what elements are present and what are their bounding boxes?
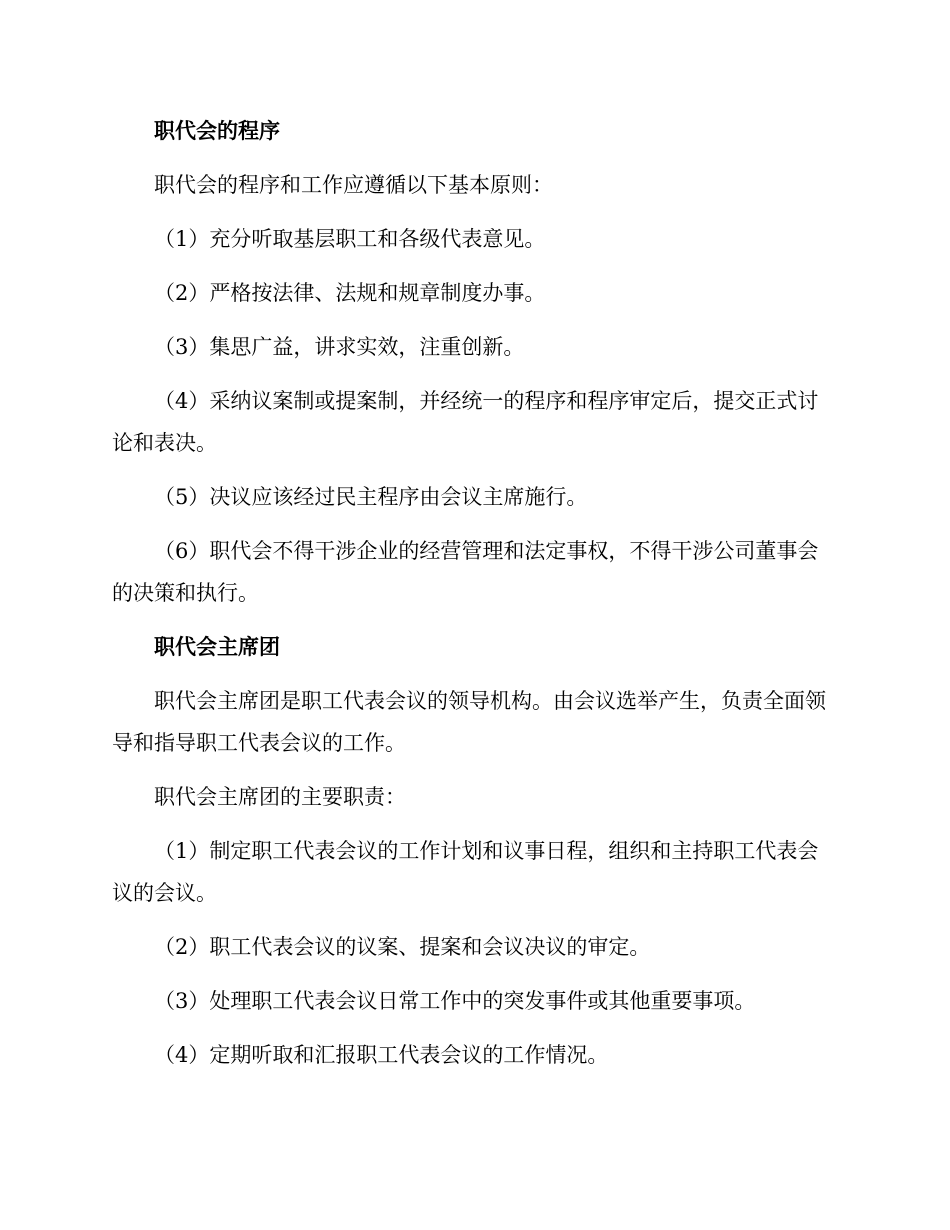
list-item: （4）采纳议案制或提案制，并经统一的程序和程序审定后，提交正式讨论和表决。 <box>112 389 819 455</box>
list-item: （4）定期听取和汇报职工代表会议的工作情况。 <box>154 1043 609 1067</box>
list-item: （2）严格按法律、法规和规章制度办事。 <box>154 281 546 305</box>
paragraph: 职代会主席团的主要职责： <box>154 785 406 809</box>
list-item: （1）充分听取基层职工和各级代表意见。 <box>154 227 546 251</box>
list-item: （6）职代会不得干涉企业的经营管理和法定事权，不得干涉公司董事会的决策和执行。 <box>112 539 819 605</box>
section-procedure <box>112 110 828 614</box>
section-heading: 职代会的程序 <box>154 119 280 143</box>
paragraph: 职代会的程序和工作应遵循以下基本原则： <box>154 173 553 197</box>
paragraph: 职代会主席团是职工代表会议的领导机构。由会议选举产生，负责全面领导和指导职工代表会议的工作。 <box>112 689 826 755</box>
section-heading: 职代会主席团 <box>154 635 280 659</box>
section-presidium <box>112 626 828 1076</box>
document-body <box>112 110 828 1088</box>
list-item: （1）制定职工代表会议的工作计划和议事日程，组织和主持职工代表会议的会议。 <box>112 839 819 905</box>
list-item: （3）集思广益，讲求实效，注重创新。 <box>154 335 525 359</box>
list-item: （3）处理职工代表会议日常工作中的突发事件或其他重要事项。 <box>154 989 756 1013</box>
list-item: （5）决议应该经过民主程序由会议主席施行。 <box>154 485 588 509</box>
list-item: （2）职工代表会议的议案、提案和会议决议的审定。 <box>154 935 651 959</box>
